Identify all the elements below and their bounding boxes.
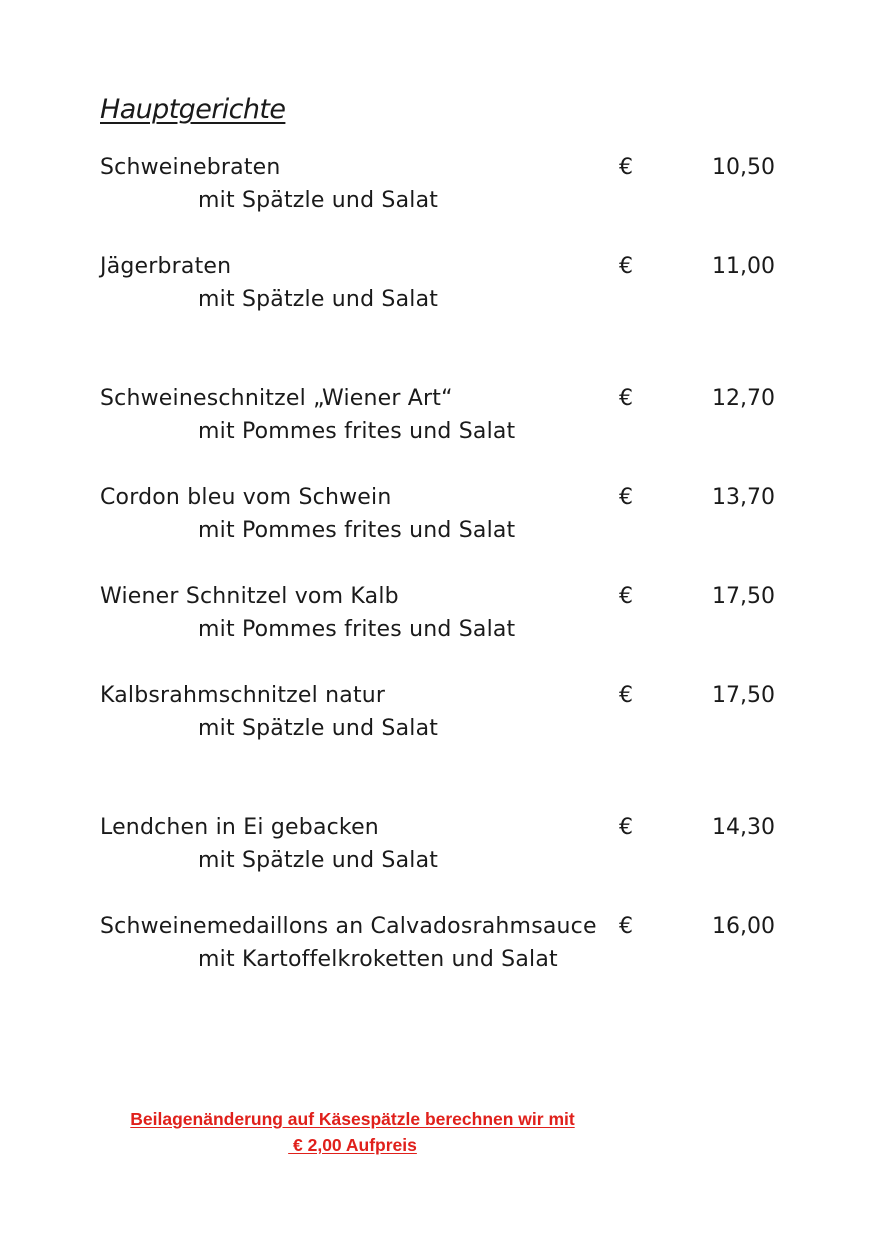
menu-item <box>100 485 780 555</box>
menu-item <box>100 155 780 225</box>
dish-name: Schweinebraten <box>100 155 281 180</box>
dish-price: 14,30 <box>712 815 775 840</box>
dish-name: Schweineschnitzel „Wiener Art“ <box>100 386 453 411</box>
dish-side: mit Spätzle und Salat <box>198 188 439 213</box>
currency-symbol: € <box>619 386 633 411</box>
dish-side: mit Spätzle und Salat <box>198 287 439 312</box>
dish-side: mit Pommes frites und Salat <box>198 518 516 543</box>
dish-name: Jägerbraten <box>100 254 232 279</box>
page-title: Hauptgerichte <box>100 94 286 125</box>
dish-name: Lendchen in Ei gebacken <box>100 815 379 840</box>
menu-item <box>100 914 780 984</box>
dish-name: Schweinemedaillons an Calvadosrahmsauce <box>100 914 597 939</box>
dish-price: 11,00 <box>712 254 775 279</box>
note-line-2: € 2,00 Aufpreis <box>288 1135 417 1155</box>
dish-side: mit Pommes frites und Salat <box>198 419 516 444</box>
note-line-1: Beilagenänderung auf Käsespätzle berechnen wir mit <box>130 1109 575 1129</box>
dish-side: mit Spätzle und Salat <box>198 716 439 741</box>
dish-price: 16,00 <box>712 914 775 939</box>
currency-symbol: € <box>619 683 633 708</box>
dish-price: 17,50 <box>712 683 775 708</box>
currency-symbol: € <box>619 155 633 180</box>
menu-item <box>100 683 780 753</box>
side-change-note <box>100 1106 605 1158</box>
menu-item <box>100 254 780 324</box>
menu-item <box>100 386 780 456</box>
dish-side: mit Pommes frites und Salat <box>198 617 516 642</box>
dish-name: Wiener Schnitzel vom Kalb <box>100 584 399 609</box>
currency-symbol: € <box>619 254 633 279</box>
currency-symbol: € <box>619 584 633 609</box>
dish-price: 12,70 <box>712 386 775 411</box>
dish-price: 17,50 <box>712 584 775 609</box>
dish-price: 13,70 <box>712 485 775 510</box>
dish-side: mit Spätzle und Salat <box>198 848 439 873</box>
dish-name: Kalbsrahmschnitzel natur <box>100 683 386 708</box>
currency-symbol: € <box>619 485 633 510</box>
currency-symbol: € <box>619 815 633 840</box>
menu-item <box>100 815 780 885</box>
dish-name: Cordon bleu vom Schwein <box>100 485 392 510</box>
menu-item <box>100 584 780 654</box>
currency-symbol: € <box>619 914 633 939</box>
dish-side: mit Kartoffelkroketten und Salat <box>198 947 558 972</box>
dish-price: 10,50 <box>712 155 775 180</box>
